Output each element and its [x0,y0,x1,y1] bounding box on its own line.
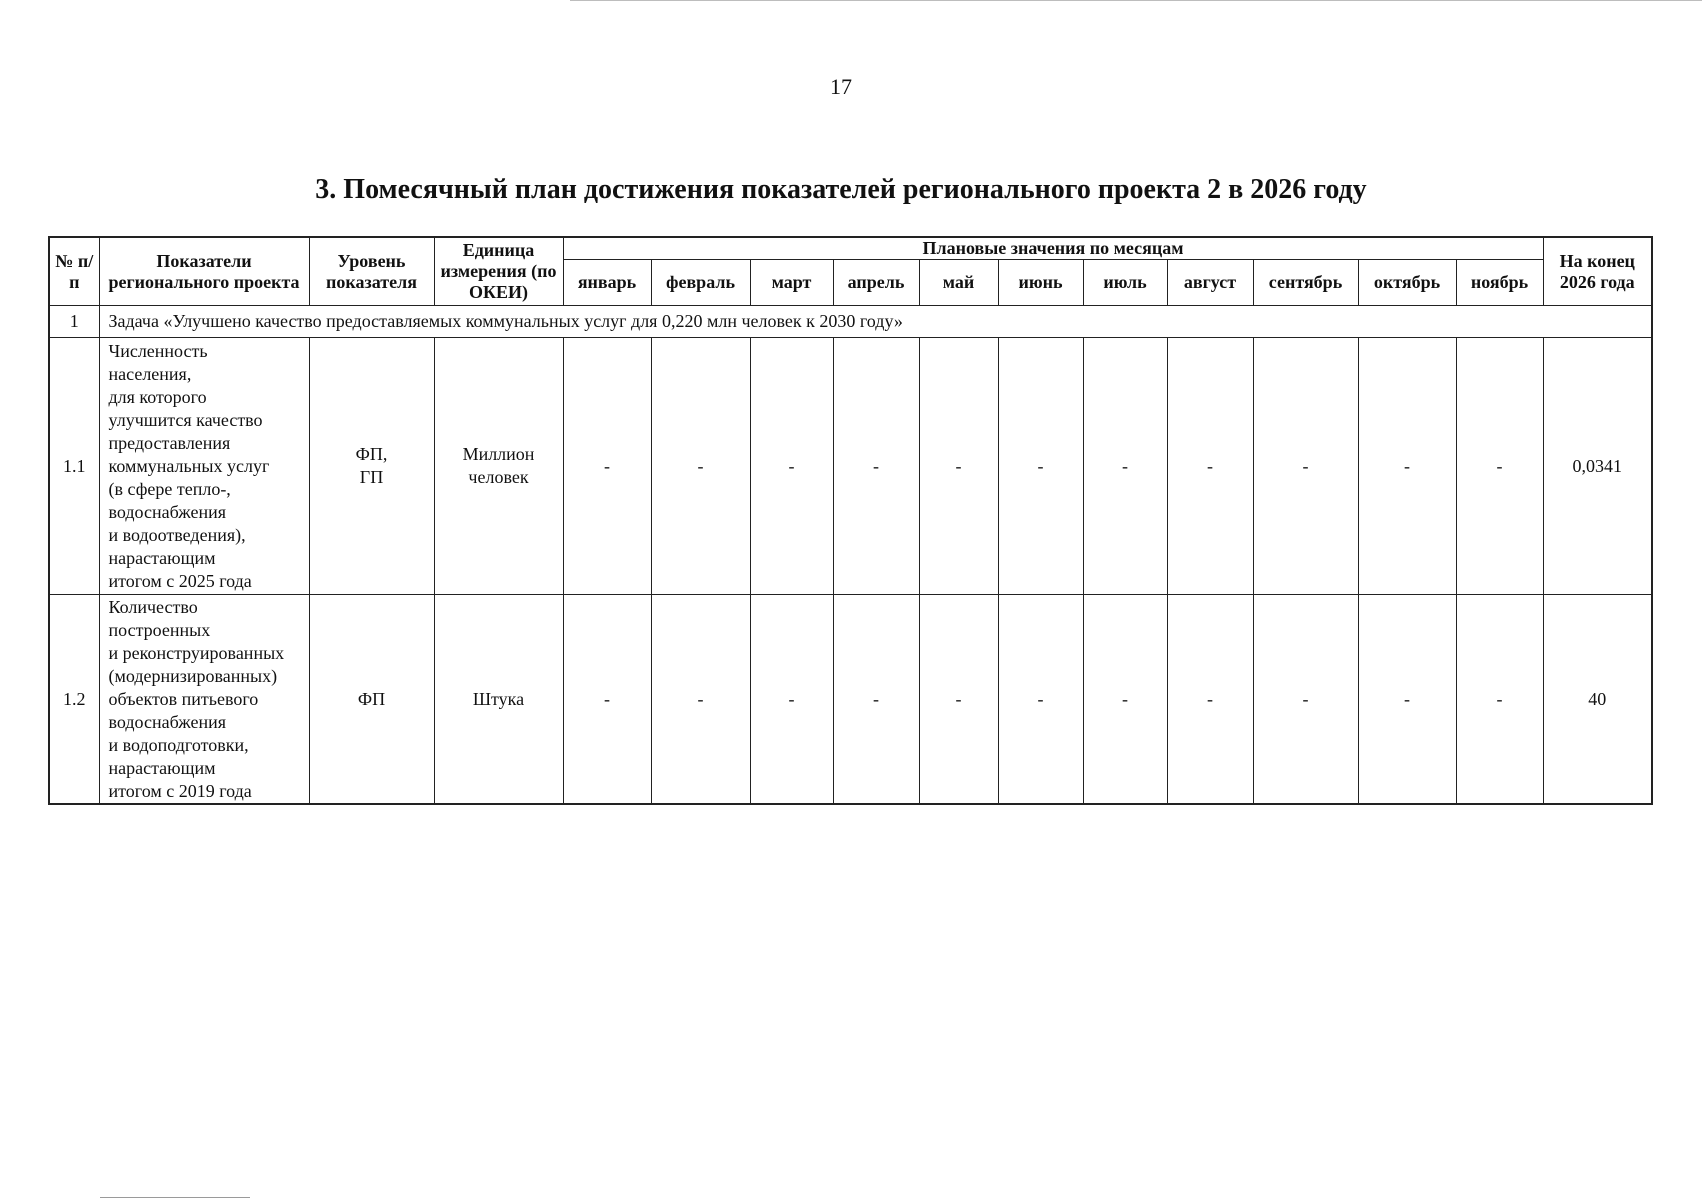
month-value: - [1456,338,1543,595]
header-month: ноябрь [1456,260,1543,306]
header-level: Уровень показателя [309,237,434,306]
footnote-rule [100,1197,250,1198]
month-value: - [1358,595,1456,805]
page-number: 17 [830,74,852,99]
month-value: - [651,595,750,805]
header-month: февраль [651,260,750,306]
table-row [49,338,1652,595]
end-of-year-value: 40 [1543,595,1652,805]
month-value: - [651,338,750,595]
header-month: апрель [833,260,919,306]
header-month: май [919,260,998,306]
header-month: март [750,260,833,306]
month-value: - [1456,595,1543,805]
task-text: Задача «Улучшено качество предоставляемых коммунальных услуг для 0,220 млн человек к 2030 году» [99,306,1652,338]
row-num: 1.1 [49,338,99,595]
month-value: - [1083,338,1167,595]
header-num: № п/п [49,237,99,306]
header-end-of-year: На конец 2026 года [1543,237,1652,306]
header-month: июль [1083,260,1167,306]
month-value: - [1083,595,1167,805]
month-value: - [1253,595,1358,805]
header-unit: Единица измерения (по ОКЕИ) [434,237,563,306]
end-of-year-value: 0,0341 [1543,338,1652,595]
header-months-group: Плановые значения по месяцам [563,237,1543,260]
indicator-unit: Миллион человек [434,338,563,595]
header-indicator: Показатели регионального проекта [99,237,309,306]
month-value: - [833,595,919,805]
month-value: - [1167,595,1253,805]
month-value: - [563,595,651,805]
month-value: - [563,338,651,595]
header-month: октябрь [1358,260,1456,306]
scan-edge-top [570,0,1702,1]
indicator-level: ФП, ГП [309,338,434,595]
header-row-group [49,237,1652,260]
header-month: январь [563,260,651,306]
row-num: 1.2 [49,595,99,805]
month-value: - [919,595,998,805]
month-value: - [1167,338,1253,595]
monthly-plan-table [48,236,1653,805]
indicator-name: Численность населения, для которого улучшится качество предоставления коммунальных услуг (в сфере тепло-, водоснабжения и водоотведения), нарастающим итогом с 2025 года [99,338,309,595]
month-value: - [998,595,1083,805]
task-num: 1 [49,306,99,338]
header-month: июнь [998,260,1083,306]
month-value: - [750,595,833,805]
header-month: август [1167,260,1253,306]
task-row [49,306,1652,338]
month-value: - [919,338,998,595]
document-title: 3. Помесячный план достижения показателей регионального проекта 2 в 2026 году [315,174,1367,205]
month-value: - [1358,338,1456,595]
month-value: - [998,338,1083,595]
header-month: сентябрь [1253,260,1358,306]
indicator-name: Количество построенных и реконструированных (модернизированных) объектов питьевого водоснабжения и водоподготовки, нарастающим итогом с 2019 года [99,595,309,805]
month-value: - [1253,338,1358,595]
month-value: - [750,338,833,595]
table-row [49,595,1652,805]
month-value: - [833,338,919,595]
indicator-level: ФП [309,595,434,805]
indicator-unit: Штука [434,595,563,805]
